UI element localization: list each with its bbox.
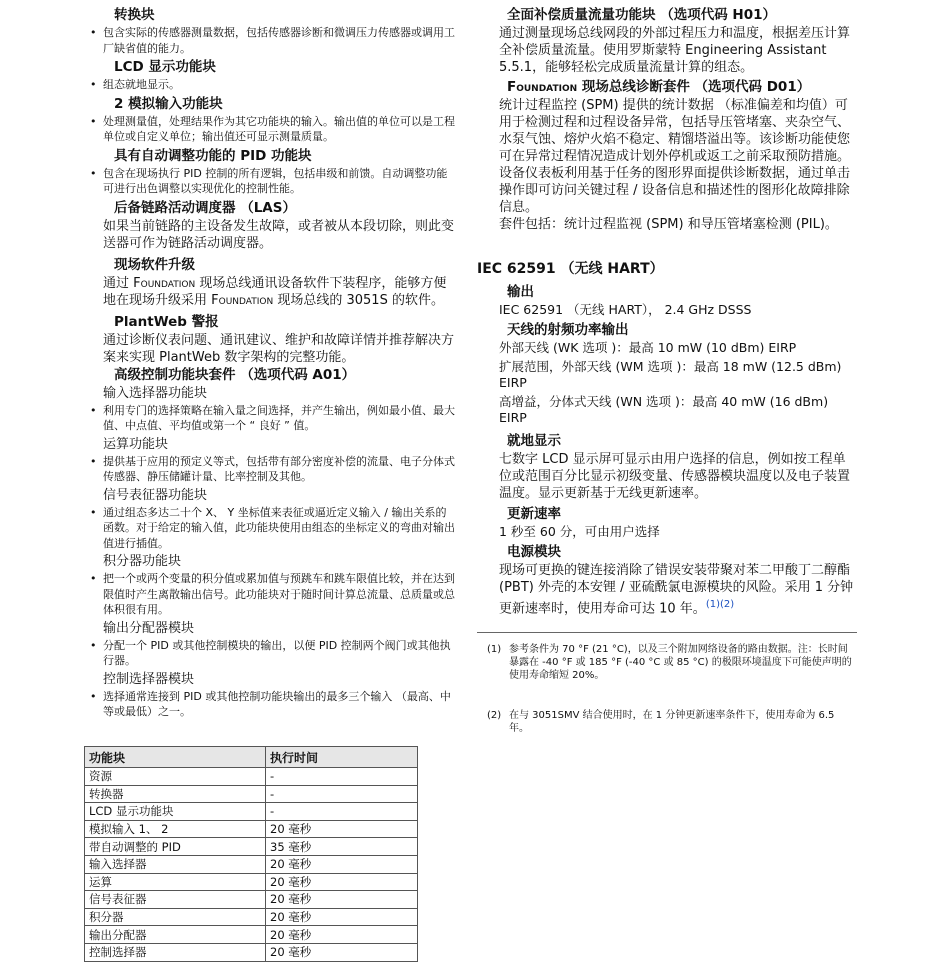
table-row — [85, 803, 418, 821]
table-cell: 模拟输入 1、 2 — [85, 820, 266, 838]
sub-input-selector: 输入选择器功能块 — [103, 385, 208, 401]
table-row — [85, 873, 418, 891]
para-local-display: 七数字 LCD 显示屏可显示由用户选择的信息，例如按工程单位或范围百分比显示初级变量、传感器模块温度以及电子装置温度。显示更新基于无线更新速率。 — [499, 452, 851, 501]
table-cell: 资源 — [85, 768, 266, 786]
table-cell: 20 毫秒 — [266, 891, 418, 909]
table-cell: 积分器 — [85, 908, 266, 926]
para-power-module: 现场可更换的键连接消除了错误安装带聚对苯二甲酸丁二醇酯 (PBT) 外壳的本安锂 / 亚硫酰氯电源模块的风险。采用 1 分钟更新速率时，使用寿命可达 10 年。$^{(1)(2)}$ — [499, 563, 854, 617]
bullet-transducer: • 包含实际的传感器测量数据，包括传感器诊断和微调压力传感器或调用工厂缺省值的能力。 — [77, 25, 457, 56]
table-cell: 20 毫秒 — [266, 820, 418, 838]
table-cell: 20 毫秒 — [266, 873, 418, 891]
para-h01: 通过测量现场总线网段的外部过程压力和温度，根据差压计算全补偿质量流量。使用罗斯蒙特 Engineering Assistant 5.5.1，能够轻松完成质量流量计算的组态。 — [499, 26, 851, 75]
table-cell: - — [266, 768, 418, 786]
table-cell: LCD 显示功能块 — [85, 803, 266, 821]
table-cell: 20 毫秒 — [266, 908, 418, 926]
para-d01-dashboard: 设备仪表板利用基于任务的图形界面提供诊断数据，通过单击操作即可访问关键过程 / 设备信息和描述性的图形化故障排除信息。 — [499, 166, 851, 215]
heading-local-display: 就地显示 — [507, 433, 561, 449]
table-cell: 带自动调整的 PID — [85, 838, 266, 856]
heading-d01: Foundation 现场总线诊断套件 （选项代码 D01） — [507, 79, 811, 95]
table-cell: 输出分配器 — [85, 926, 266, 944]
heading-analog-input: 2 模拟输入功能块 — [114, 95, 223, 112]
heading-lcd: LCD 显示功能块 — [114, 59, 216, 75]
para-d01-spm: 统计过程监控 (SPM) 提供的统计数据 （标准偏差和均值）可用于检测过程和过程设备异常，包括导压管堵塞、夹杂空气、水泵气蚀、熔炉火焰不稳定、精馏塔溢出等。该诊断功能使您可在异常过程情况造成计划外停机或返工之前采取预防措施。 — [499, 98, 851, 164]
bullet-signal-characterizer: • 通过组态多达二十个 X、 Y 坐标值来表征或逼近定义输入 / 输出关系的函数。对于给定的输入值，此功能块使用由组态的坐标定义的弯曲对输出值进行插值。 — [77, 505, 457, 552]
value-update-rate: 1 秒至 60 分，可由用户选择 — [499, 524, 660, 539]
bullet-input-selector: • 利用专门的选择策略在输入量之间选择，并产生输出，例如最小值、最大值、中点值、平均值或第一个 “ 良好 ” 值。 — [77, 403, 457, 434]
heading-las: 后备链路活动调度器 （LAS） — [114, 199, 296, 216]
heading-output: 输出 — [507, 284, 534, 300]
table-cell: 运算 — [85, 873, 266, 891]
value-rf-wn: 高增益，分体式天线 (WN 选项 )：最高 40 mW (16 dBm) EIRP — [499, 394, 829, 425]
heading-rf-power: 天线的射频功率输出 — [507, 322, 629, 338]
para-las: 如果当前链路的主设备发生故障，或者被从本段切除，则此变送器可作为链路活动调度器。 — [103, 218, 455, 251]
footnote-number: (1) — [487, 644, 502, 655]
table-cell: 20 毫秒 — [266, 943, 418, 961]
value-rf-wk: 外部天线 (WK 选项 )：最高 10 mW (10 dBm) EIRP — [499, 340, 797, 355]
footnote-number: (2) — [487, 710, 502, 721]
table-header-row — [85, 747, 418, 768]
footnote-text: 参考条件为 70 °F (21 °C)，以及三个附加网络设备的路由数据。注：长时间暴露在 -40 °F 或 185 °F (-40 °C 或 85 °C) 的极限环境温度下可能使声明的使用寿命缩短 20%。 — [509, 644, 852, 681]
sub-arithmetic: 运算功能块 — [103, 436, 169, 452]
bullet-output-splitter: • 分配一个 PID 或其他控制模块的输出，以便 PID 控制两个阀门或其他执行器。 — [77, 638, 457, 669]
table-row — [85, 838, 418, 856]
para-upgrade: 通过 Foundation 现场总线通讯设备软件下装程序，能够方便地在现场升级采用 Foundation 现场总线的 3051S 的软件。 — [103, 275, 447, 308]
table-cell: 20 毫秒 — [266, 855, 418, 873]
heading-power-module: 电源模块 — [507, 544, 561, 560]
table-row — [85, 908, 418, 926]
table-cell: 输入选择器 — [85, 855, 266, 873]
table-row — [85, 891, 418, 909]
table-row — [85, 926, 418, 944]
sub-output-splitter: 输出分配器模块 — [103, 620, 195, 636]
bullet-arithmetic: • 提供基于应用的预定义等式，包括带有部分密度补偿的流量、电子分体式传感器、静压储罐计量、比率控制及其他。 — [77, 454, 457, 485]
heading-pid: 具有自动调整功能的 PID 功能块 — [114, 147, 312, 164]
footnote-divider — [477, 632, 857, 633]
sub-signal-characterizer: 信号表征器功能块 — [103, 487, 208, 503]
table-header-time: 执行时间 — [266, 747, 418, 768]
table-row — [85, 820, 418, 838]
bullet-pid: • 包含在现场执行 PID 控制的所有逻辑，包括串级和前馈。自动调整功能可进行出色调整以实现优化的控制性能。 — [77, 166, 457, 197]
heading-h01: 全面补偿质量流量功能块 （选项代码 H01） — [507, 7, 776, 23]
value-rf-wm: 扩展范围，外部天线 (WM 选项 )：最高 18 mW (12.5 dBm) EIRP — [499, 359, 842, 390]
heading-plantweb: PlantWeb 警报 — [114, 313, 219, 330]
footnote-text: 在与 3051SMV 结合使用时，在 1 分钟更新速率条件下，使用寿命为 6.5 年。 — [509, 710, 835, 734]
heading-update-rate: 更新速率 — [507, 506, 561, 522]
right-column — [477, 6, 857, 617]
left-column — [77, 6, 457, 722]
table-cell: 信号表征器 — [85, 891, 266, 909]
bullet-analog-input: • 处理测量值，处理结果作为其它功能块的输入。输出值的单位可以是工程单位或自定义单位；输出值还可显示测量质量。 — [77, 114, 457, 145]
table-row — [85, 768, 418, 786]
sub-integrator: 积分器功能块 — [103, 554, 182, 569]
heading-upgrade: 现场软件升级 — [114, 256, 195, 273]
footnote-1 — [487, 643, 857, 682]
para-d01-suite: 套件包括：统计过程监视 (SPM) 和导压管堵塞检测 (PIL)。 — [499, 217, 838, 232]
heading-transducer: 转换块 — [114, 7, 155, 23]
table-row — [85, 785, 418, 803]
sub-control-selector: 控制选择器模块 — [103, 671, 195, 687]
table-cell: 控制选择器 — [85, 943, 266, 961]
table-cell: 20 毫秒 — [266, 926, 418, 944]
footnote-ref[interactable]: (1)(2) — [705, 599, 735, 610]
execution-time-table — [84, 746, 418, 962]
heading-iec62591: IEC 62591 （无线 HART） — [477, 261, 664, 277]
bullet-lcd: • 组态就地显示。 — [77, 77, 457, 93]
bullet-control-selector: • 选择通常连接到 PID 或其他控制功能块输出的最多三个输入 （最高、中等或最低）之一。 — [77, 689, 457, 720]
table-cell: - — [266, 803, 418, 821]
heading-a01: 高级控制功能块套件 （选项代码 A01） — [114, 366, 356, 383]
table-header-block: 功能块 — [85, 747, 266, 768]
bullet-integrator: • 把一个或两个变量的积分值或累加值与预跳车和跳车限值比较，并在达到限值时产生离散输出信号。此功能块对于随时间计算总流量、总质量或总体积很有用。 — [77, 571, 457, 618]
table-cell: 35 毫秒 — [266, 838, 418, 856]
table-cell: 转换器 — [85, 785, 266, 803]
para-plantweb: 通过诊断仪表问题、通讯建议、维护和故障详情并推荐解决方案来实现 PlantWeb 数字架构的完整功能。 — [103, 332, 455, 365]
value-output: IEC 62591 （无线 HART）， 2.4 GHz DSSS — [499, 302, 752, 317]
table-row — [85, 943, 418, 961]
table-cell: - — [266, 785, 418, 803]
table-row — [85, 855, 418, 873]
footnote-2 — [487, 709, 857, 735]
